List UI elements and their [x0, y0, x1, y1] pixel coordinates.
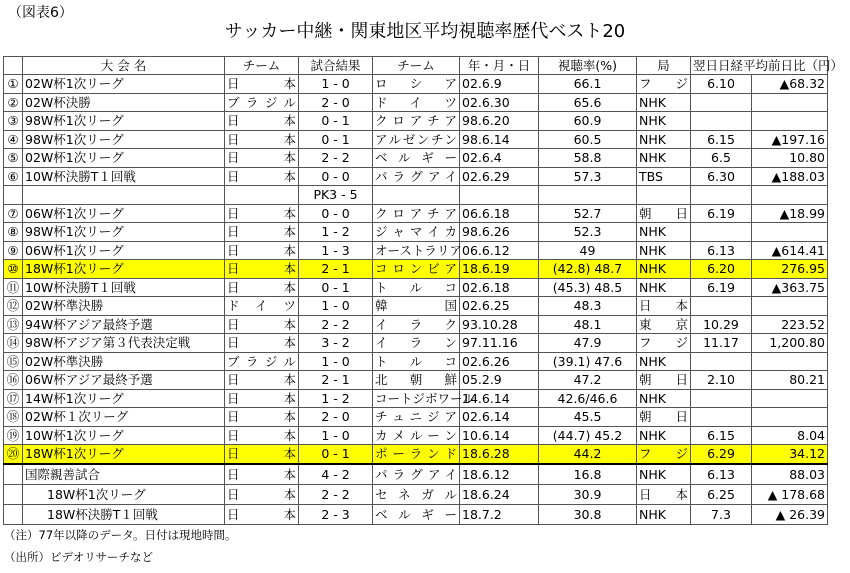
table-row	[4, 334, 828, 353]
cell-nikkei-change	[752, 297, 828, 316]
cell-event: 94W杯アジア最終予選	[23, 315, 225, 334]
source-note: （出所）ビデオリサーチなど	[4, 550, 154, 564]
cell-date: 18.6.28	[460, 445, 539, 464]
cell-rank: ⑬	[4, 315, 23, 334]
cell-date: 18.6.19	[460, 260, 539, 279]
cell-score: 2 - 0	[299, 408, 373, 427]
cell-station: NHK	[637, 130, 691, 149]
cell-rating: (42.8) 48.7	[539, 260, 637, 279]
cell-nikkei-date: 6.19	[691, 278, 752, 297]
cell-team1: ブラジル	[225, 93, 299, 112]
cell-rating: (39.1) 47.6	[539, 352, 637, 371]
cell-team2: パラグアイ	[373, 464, 460, 485]
cell-station: 日本	[637, 484, 691, 504]
cell-station: フジ	[637, 445, 691, 464]
cell-team1: 日本	[225, 223, 299, 242]
cell-rank	[4, 186, 23, 205]
cell-nikkei-date: 6.5	[691, 149, 752, 168]
cell-team2: パラグアイ	[373, 167, 460, 186]
cell-team2: ドイツ	[373, 93, 460, 112]
cell-rating: 60.9	[539, 112, 637, 131]
cell-nikkei-change: 276.95	[752, 260, 828, 279]
cell-event: 06W杯アジア最終予選	[23, 371, 225, 390]
cell-rank: ③	[4, 112, 23, 131]
cell-date: 98.6.26	[460, 223, 539, 242]
cell-nikkei-date: 10.29	[691, 315, 752, 334]
cell-date: 02.6.30	[460, 93, 539, 112]
cell-rank: ①	[4, 75, 23, 94]
cell-nikkei-change: 88.03	[752, 464, 828, 485]
table-row	[4, 75, 828, 94]
cell-nikkei-date	[691, 93, 752, 112]
cell-date: 10.6.14	[460, 426, 539, 445]
cell-rank: ⑯	[4, 371, 23, 390]
col-header-score: 試合結果	[299, 57, 373, 75]
cell-team1: 日本	[225, 75, 299, 94]
cell-date: 93.10.28	[460, 315, 539, 334]
cell-rank: ⑦	[4, 204, 23, 223]
col-header-team2: チーム	[373, 57, 460, 75]
cell-station: 朝日	[637, 408, 691, 427]
cell-rating: 66.1	[539, 75, 637, 94]
cell-station: TBS	[637, 167, 691, 186]
table-row	[4, 204, 828, 223]
cell-rating: (45.3) 48.5	[539, 278, 637, 297]
cell-date: 02.6.9	[460, 75, 539, 94]
cell-station: NHK	[637, 389, 691, 408]
cell-event: 国際親善試合	[23, 464, 225, 485]
cell-station: 日本	[637, 297, 691, 316]
cell-team2: コロンビア	[373, 260, 460, 279]
cell-nikkei-change	[752, 112, 828, 131]
table-row	[4, 371, 828, 390]
cell-event: 18W杯決勝T１回戦	[23, 504, 225, 524]
cell-score: 1 - 0	[299, 297, 373, 316]
cell-date: 14.6.14	[460, 389, 539, 408]
cell-rating: 52.7	[539, 204, 637, 223]
cell-score: 4 - 2	[299, 464, 373, 485]
cell-team1: 日本	[225, 260, 299, 279]
table-row	[4, 445, 828, 464]
cell-team2: 韓国	[373, 297, 460, 316]
cell-nikkei-change: ▲ 26.39	[752, 504, 828, 524]
cell-score: 3 - 2	[299, 334, 373, 353]
cell-rating: 48.3	[539, 297, 637, 316]
cell-date: 02.6.18	[460, 278, 539, 297]
cell-team1: 日本	[225, 334, 299, 353]
cell-nikkei-date: 6.29	[691, 445, 752, 464]
cell-rank: ④	[4, 130, 23, 149]
cell-score: 2 - 2	[299, 484, 373, 504]
cell-station: NHK	[637, 504, 691, 524]
cell-rank	[4, 484, 23, 504]
cell-rating: 47.9	[539, 334, 637, 353]
cell-score: 2 - 1	[299, 371, 373, 390]
cell-team1: 日本	[225, 149, 299, 168]
cell-team1: ドイツ	[225, 297, 299, 316]
cell-nikkei-date	[691, 186, 752, 205]
cell-team2: ジャマイカ	[373, 223, 460, 242]
cell-team1: 日本	[225, 371, 299, 390]
cell-nikkei-date	[691, 297, 752, 316]
col-header-team1: チーム	[225, 57, 299, 75]
cell-team1: 日本	[225, 389, 299, 408]
cell-date: 18.6.12	[460, 464, 539, 485]
cell-team1: 日本	[225, 504, 299, 524]
cell-team2: クロアチア	[373, 112, 460, 131]
cell-team2: チュニジア	[373, 408, 460, 427]
cell-team1: 日本	[225, 408, 299, 427]
cell-station: 朝日	[637, 371, 691, 390]
cell-nikkei-date	[691, 408, 752, 427]
cell-rating: 44.2	[539, 445, 637, 464]
table-row	[4, 167, 828, 186]
cell-event: 10W杯決勝T１回戦	[23, 167, 225, 186]
cell-team2: ベルギー	[373, 149, 460, 168]
cell-rating: 42.6/46.6	[539, 389, 637, 408]
cell-event: 18W杯1次リーグ	[23, 445, 225, 464]
cell-nikkei-date	[691, 389, 752, 408]
ratings-table	[3, 56, 844, 525]
cell-station: フジ	[637, 75, 691, 94]
cell-nikkei-change: ▲18.99	[752, 204, 828, 223]
cell-score: 2 - 2	[299, 315, 373, 334]
cell-team2: オーストラリア	[373, 241, 460, 260]
cell-rank	[4, 464, 23, 485]
cell-team2: アルゼンチン	[373, 130, 460, 149]
cell-nikkei-date: 6.10	[691, 75, 752, 94]
cell-station: NHK	[637, 112, 691, 131]
cell-nikkei-date	[691, 112, 752, 131]
cell-team2: クロアチア	[373, 204, 460, 223]
cell-rating: 45.5	[539, 408, 637, 427]
table-row	[4, 278, 828, 297]
cell-nikkei-date: 7.3	[691, 504, 752, 524]
cell-station: NHK	[637, 93, 691, 112]
cell-event: 02W杯1次リーグ	[23, 149, 225, 168]
col-header-rank	[4, 57, 23, 75]
cell-score: 2 - 0	[299, 93, 373, 112]
cell-nikkei-change	[752, 186, 828, 205]
cell-nikkei-date: 6.19	[691, 204, 752, 223]
cell-rank: ⑩	[4, 260, 23, 279]
cell-nikkei-change: ▲ 178.68	[752, 484, 828, 504]
cell-nikkei-date: 6.15	[691, 426, 752, 445]
cell-rating: 58.8	[539, 149, 637, 168]
table-row	[4, 484, 828, 504]
cell-rank: ⑳	[4, 445, 23, 464]
cell-team1: 日本	[225, 278, 299, 297]
cell-score: 1 - 2	[299, 223, 373, 242]
cell-nikkei-change	[752, 93, 828, 112]
cell-score: 1 - 2	[299, 389, 373, 408]
cell-rank: ②	[4, 93, 23, 112]
cell-nikkei-change: 10.80	[752, 149, 828, 168]
cell-date: 06.6.12	[460, 241, 539, 260]
cell-nikkei-change: 80.21	[752, 371, 828, 390]
cell-event: 14W杯1次リーグ	[23, 389, 225, 408]
cell-event: 02W杯1次リーグ	[23, 75, 225, 94]
cell-event: 10W杯1次リーグ	[23, 426, 225, 445]
cell-station: NHK	[637, 426, 691, 445]
cell-nikkei-change	[752, 408, 828, 427]
col-header-rating: 視聴率(%)	[539, 57, 637, 75]
cell-nikkei-change	[752, 352, 828, 371]
cell-nikkei-date	[691, 352, 752, 371]
cell-nikkei-change: 1,200.80	[752, 334, 828, 353]
cell-date: 02.6.26	[460, 352, 539, 371]
cell-event: 98W杯1次リーグ	[23, 223, 225, 242]
cell-event: 06W杯1次リーグ	[23, 241, 225, 260]
cell-date: 98.6.20	[460, 112, 539, 131]
col-header-nikkei: 翌日日経平均前日比（円）	[691, 57, 828, 75]
table-row	[4, 297, 828, 316]
cell-event: 98W杯アジア第３代表決定戦	[23, 334, 225, 353]
cell-team2: ロシア	[373, 75, 460, 94]
cell-nikkei-change: ▲363.75	[752, 278, 828, 297]
table-row	[4, 352, 828, 371]
cell-team1: 日本	[225, 445, 299, 464]
cell-date: 02.6.4	[460, 149, 539, 168]
cell-team1: 日本	[225, 167, 299, 186]
cell-event: 18W杯1次リーグ	[23, 260, 225, 279]
cell-score: 0 - 1	[299, 445, 373, 464]
cell-team2: トルコ	[373, 352, 460, 371]
cell-score: 0 - 1	[299, 112, 373, 131]
cell-rating: 30.8	[539, 504, 637, 524]
cell-score: 2 - 1	[299, 260, 373, 279]
cell-nikkei-change	[752, 223, 828, 242]
cell-team1: 日本	[225, 484, 299, 504]
cell-rating: 57.3	[539, 167, 637, 186]
cell-team2: トルコ	[373, 278, 460, 297]
cell-score: 1 - 3	[299, 241, 373, 260]
cell-team1: 日本	[225, 426, 299, 445]
cell-nikkei-date: 11.17	[691, 334, 752, 353]
cell-team2: カメルーン	[373, 426, 460, 445]
cell-event: 02W杯準決勝	[23, 297, 225, 316]
cell-station: NHK	[637, 223, 691, 242]
table-row	[4, 464, 828, 485]
cell-nikkei-change: ▲197.16	[752, 130, 828, 149]
cell-rating: (44.7) 45.2	[539, 426, 637, 445]
table-row	[4, 426, 828, 445]
cell-team1: 日本	[225, 315, 299, 334]
cell-score: 1 - 0	[299, 75, 373, 94]
cell-station: 東京	[637, 315, 691, 334]
cell-score: PK3 - 5	[299, 186, 373, 205]
cell-rating: 60.5	[539, 130, 637, 149]
cell-rank: ⑧	[4, 223, 23, 242]
cell-event: 98W杯1次リーグ	[23, 112, 225, 131]
table-row	[4, 260, 828, 279]
cell-station: 朝日	[637, 204, 691, 223]
cell-date: 97.11.16	[460, 334, 539, 353]
table-body	[4, 75, 828, 525]
cell-rank: ⑪	[4, 278, 23, 297]
cell-nikkei-change: 223.52	[752, 315, 828, 334]
cell-score: 0 - 1	[299, 278, 373, 297]
cell-nikkei-date: 6.20	[691, 260, 752, 279]
cell-team2: 北朝鮮	[373, 371, 460, 390]
cell-team1: ブラジル	[225, 352, 299, 371]
cell-date	[460, 186, 539, 205]
table-row	[4, 241, 828, 260]
col-header-event: 大 会 名	[23, 57, 225, 75]
cell-team2: セネガル	[373, 484, 460, 504]
cell-team2	[373, 186, 460, 205]
cell-rating: 49	[539, 241, 637, 260]
cell-station: NHK	[637, 241, 691, 260]
cell-score: 0 - 1	[299, 130, 373, 149]
footnote: （注）77年以降のデータ。日付は現地時間。	[4, 528, 237, 542]
cell-score: 0 - 0	[299, 167, 373, 186]
cell-date: 18.7.2	[460, 504, 539, 524]
page-title: サッカー中継・関東地区平均視聴率歴代ベスト20	[224, 21, 626, 42]
cell-score: 1 - 0	[299, 426, 373, 445]
cell-team2: ベルギー	[373, 504, 460, 524]
cell-date: 06.6.18	[460, 204, 539, 223]
table-row	[4, 186, 828, 205]
cell-event: 02W杯準決勝	[23, 352, 225, 371]
cell-rank: ⑤	[4, 149, 23, 168]
cell-event: 10W杯決勝T１回戦	[23, 278, 225, 297]
col-header-date: 年・月・日	[460, 57, 539, 75]
cell-nikkei-change: 8.04	[752, 426, 828, 445]
cell-date: 98.6.14	[460, 130, 539, 149]
cell-nikkei-date: 2.10	[691, 371, 752, 390]
table-header-row	[4, 57, 828, 75]
cell-event: 02W杯１次リーグ	[23, 408, 225, 427]
cell-team1: 日本	[225, 112, 299, 131]
cell-date: 18.6.24	[460, 484, 539, 504]
cell-rank: ⑱	[4, 408, 23, 427]
cell-nikkei-date: 6.13	[691, 464, 752, 485]
cell-nikkei-change: ▲188.03	[752, 167, 828, 186]
table-row	[4, 149, 828, 168]
table-row	[4, 504, 828, 524]
cell-event: 06W杯1次リーグ	[23, 204, 225, 223]
cell-nikkei-date: 6.13	[691, 241, 752, 260]
cell-station	[637, 186, 691, 205]
cell-date: 02.6.25	[460, 297, 539, 316]
cell-team2: イラク	[373, 315, 460, 334]
cell-team1: 日本	[225, 204, 299, 223]
cell-date: 02.6.14	[460, 408, 539, 427]
table-row	[4, 93, 828, 112]
figure-label: （図表6）	[8, 5, 73, 21]
cell-rank: ⑭	[4, 334, 23, 353]
table-row	[4, 315, 828, 334]
cell-nikkei-date: 6.15	[691, 130, 752, 149]
cell-nikkei-change	[752, 389, 828, 408]
cell-score: 1 - 0	[299, 352, 373, 371]
cell-station: NHK	[637, 352, 691, 371]
cell-rank: ⑰	[4, 389, 23, 408]
cell-team2: ポーランド	[373, 445, 460, 464]
cell-team1: 日本	[225, 464, 299, 485]
cell-nikkei-change: ▲614.41	[752, 241, 828, 260]
cell-event	[23, 186, 225, 205]
table-row	[4, 223, 828, 242]
table-row	[4, 408, 828, 427]
cell-station: NHK	[637, 464, 691, 485]
cell-nikkei-change: 34.12	[752, 445, 828, 464]
cell-team1: 日本	[225, 241, 299, 260]
cell-team1	[225, 186, 299, 205]
cell-rating: 65.6	[539, 93, 637, 112]
table-row	[4, 389, 828, 408]
table-row	[4, 130, 828, 149]
col-header-station: 局	[637, 57, 691, 75]
cell-score: 2 - 2	[299, 149, 373, 168]
cell-date: 02.6.29	[460, 167, 539, 186]
cell-nikkei-date: 6.25	[691, 484, 752, 504]
cell-score: 2 - 3	[299, 504, 373, 524]
cell-rank: ⑨	[4, 241, 23, 260]
cell-rank: ⑫	[4, 297, 23, 316]
cell-rank: ⑲	[4, 426, 23, 445]
cell-rating: 30.9	[539, 484, 637, 504]
cell-rating: 47.2	[539, 371, 637, 390]
cell-rank: ⑥	[4, 167, 23, 186]
cell-team2: コートジボワール	[373, 389, 460, 408]
cell-rating: 48.1	[539, 315, 637, 334]
cell-score: 0 - 0	[299, 204, 373, 223]
cell-rank: ⑮	[4, 352, 23, 371]
cell-nikkei-date	[691, 223, 752, 242]
cell-station: NHK	[637, 149, 691, 168]
cell-team2: イラン	[373, 334, 460, 353]
cell-event: 02W杯決勝	[23, 93, 225, 112]
table-row	[4, 112, 828, 131]
cell-rating: 52.3	[539, 223, 637, 242]
cell-event: 18W杯1次リーグ	[23, 484, 225, 504]
cell-event: 98W杯1次リーグ	[23, 130, 225, 149]
cell-date: 05.2.9	[460, 371, 539, 390]
cell-rating	[539, 186, 637, 205]
cell-station: フジ	[637, 334, 691, 353]
cell-station: NHK	[637, 260, 691, 279]
cell-nikkei-date: 6.30	[691, 167, 752, 186]
cell-team1: 日本	[225, 130, 299, 149]
cell-rating: 16.8	[539, 464, 637, 485]
cell-rank	[4, 504, 23, 524]
cell-station: NHK	[637, 278, 691, 297]
cell-nikkei-change: ▲68.32	[752, 75, 828, 94]
